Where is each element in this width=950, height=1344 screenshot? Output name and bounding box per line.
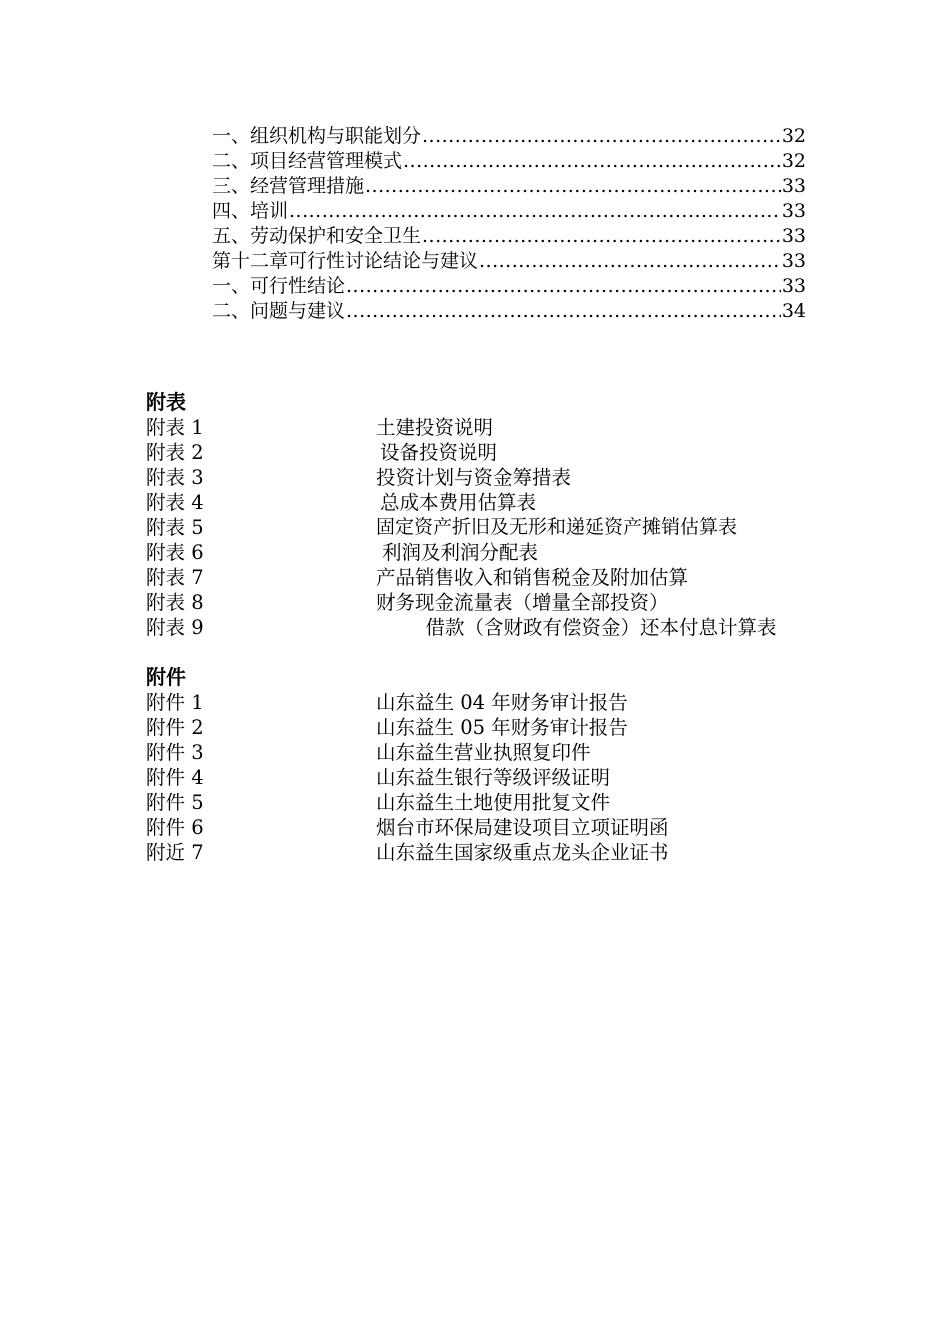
toc-leader-dots xyxy=(346,274,781,299)
attachment-description: 山东益生国家级重点龙头企业证书 xyxy=(376,841,669,864)
schedule-item xyxy=(146,440,816,465)
schedule-description: 借款（含财政有偿资金）还本付息计算表 xyxy=(425,616,777,639)
attachment-label: 附件 5 xyxy=(146,791,204,814)
attachment-description: 山东益生 05 年财务审计报告 xyxy=(376,716,628,739)
schedule-description: 固定资产折旧及无形和递延资产摊销估算表 xyxy=(376,516,738,538)
toc-entry-title: 二、问题与建议 xyxy=(212,300,346,322)
schedules-heading: 附表 xyxy=(146,390,186,414)
toc-entry-title: 五、劳动保护和安全卫生 xyxy=(212,225,422,247)
toc-entry[interactable] xyxy=(212,124,806,149)
attachment-description: 山东益生银行等级评级证明 xyxy=(376,766,611,789)
toc-entry-title: 一、组织机构与职能划分 xyxy=(212,125,422,147)
attachment-description: 山东益生营业执照复印件 xyxy=(376,741,591,764)
schedule-label: 附表 3 xyxy=(146,466,204,489)
schedule-description: 利润及利润分配表 xyxy=(382,541,539,564)
schedule-label: 附表 7 xyxy=(146,566,204,589)
schedule-label: 附表 6 xyxy=(146,541,204,564)
toc-entry-page: 33 xyxy=(781,250,806,272)
schedules-section xyxy=(146,389,816,640)
schedule-item xyxy=(146,615,816,640)
toc-leader-dots xyxy=(403,149,781,174)
schedule-item xyxy=(146,540,816,565)
toc-entry-page: 33 xyxy=(781,200,806,222)
toc-leader-dots xyxy=(346,299,781,324)
toc-entry-title: 四、培训 xyxy=(212,200,289,222)
toc-entry-page: 33 xyxy=(781,275,806,297)
table-of-contents xyxy=(212,124,806,324)
toc-leader-dots xyxy=(479,249,781,274)
toc-entry-title: 第十二章可行性讨论结论与建议 xyxy=(212,250,479,272)
attachment-item xyxy=(146,815,816,840)
schedule-item xyxy=(146,565,816,590)
attachment-label: 附近 7 xyxy=(146,841,204,864)
toc-entry[interactable] xyxy=(212,274,806,299)
toc-entry[interactable] xyxy=(212,199,806,224)
toc-entry-page: 33 xyxy=(781,225,806,247)
schedule-description: 总成本费用估算表 xyxy=(380,491,537,514)
attachment-label: 附件 2 xyxy=(146,716,204,739)
schedule-label: 附表 5 xyxy=(146,516,204,539)
schedule-label: 附表 9 xyxy=(146,616,204,639)
toc-entry[interactable] xyxy=(212,174,806,199)
schedule-description: 财务现金流量表（增量全部投资） xyxy=(376,591,669,614)
schedule-label: 附表 1 xyxy=(146,416,204,439)
attachment-item xyxy=(146,765,816,790)
schedule-description: 产品销售收入和销售税金及附加估算 xyxy=(376,566,689,589)
attachment-description: 山东益生 04 年财务审计报告 xyxy=(376,691,628,714)
schedule-item xyxy=(146,465,816,490)
toc-entry-title: 二、项目经营管理模式 xyxy=(212,150,403,172)
attachment-item xyxy=(146,690,816,715)
attachment-description: 烟台市环保局建设项目立项证明函 xyxy=(376,816,669,839)
schedule-description: 投资计划与资金筹措表 xyxy=(376,466,572,489)
schedule-description: 设备投资说明 xyxy=(380,441,498,464)
attachment-item xyxy=(146,715,816,740)
schedule-label: 附表 8 xyxy=(146,591,204,614)
attachment-item xyxy=(146,740,816,765)
schedule-description: 土建投资说明 xyxy=(376,416,494,439)
attachment-item xyxy=(146,840,816,865)
toc-entry[interactable] xyxy=(212,299,806,324)
toc-entry-page: 33 xyxy=(781,175,806,197)
attachment-item xyxy=(146,790,816,815)
schedule-item xyxy=(146,490,816,515)
toc-entry-title: 三、经营管理措施 xyxy=(212,175,365,197)
schedule-label: 附表 4 xyxy=(146,491,204,514)
attachments-heading: 附件 xyxy=(146,665,186,689)
toc-entry[interactable] xyxy=(212,149,806,174)
attachment-description: 山东益生土地使用批复文件 xyxy=(376,791,611,814)
toc-leader-dots xyxy=(422,224,781,249)
toc-leader-dots xyxy=(422,124,781,149)
schedule-item xyxy=(146,415,816,440)
toc-leader-dots xyxy=(365,174,781,199)
toc-entry-page: 34 xyxy=(781,300,806,322)
attachment-label: 附件 6 xyxy=(146,816,204,839)
toc-entry[interactable] xyxy=(212,249,806,274)
toc-entry-page: 32 xyxy=(781,150,806,172)
attachment-label: 附件 3 xyxy=(146,741,204,764)
attachment-label: 附件 1 xyxy=(146,691,204,714)
toc-leader-dots xyxy=(289,199,781,224)
schedule-item xyxy=(146,515,816,540)
attachments-section xyxy=(146,664,816,865)
toc-entry[interactable] xyxy=(212,224,806,249)
schedule-label: 附表 2 xyxy=(146,441,204,464)
toc-entry-title: 一、可行性结论 xyxy=(212,275,346,297)
attachment-label: 附件 4 xyxy=(146,766,204,789)
schedule-item xyxy=(146,590,816,615)
toc-entry-page: 32 xyxy=(781,125,806,147)
